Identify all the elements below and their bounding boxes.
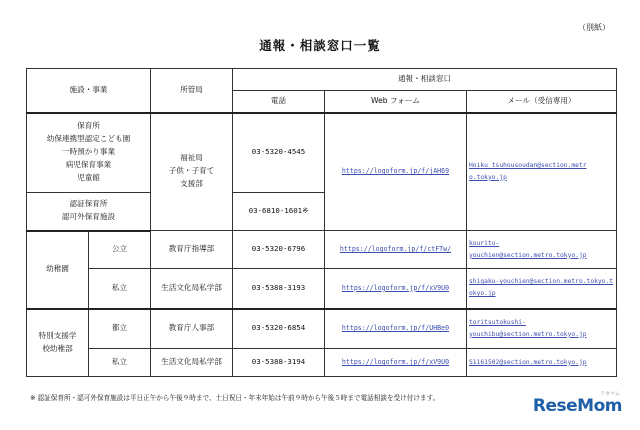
facility-name: 校幼稚部 [42,343,73,353]
page-title: 通報・相談窓口一覧 [259,38,381,53]
facility-name: 認証保育所 [69,199,108,209]
mail-link-ss-private[interactable]: S1161502@section.metro.tokyo.jp [469,358,587,366]
web-link-welfare[interactable]: https://logoform.jp/f/jAH69 [341,167,450,176]
mail-line: shigaku-youchien@section.metro.tokyo.t [469,278,614,286]
facility-name: 幼保連携型認定こども園 [46,134,131,144]
web-link-ss-private[interactable]: https://logoform.jp/f/xV9U0 [341,358,450,367]
mail-line: o.tokyo.jp [469,173,507,181]
phone-kg-private: 03-5388-3193 [233,269,325,309]
authority-ss-private: 生活文化局私学部 [151,349,233,377]
authority-kg-private: 生活文化局私学部 [151,269,233,309]
mail-cell-ss-private [467,349,617,377]
kg-private-label: 私立 [89,269,151,309]
header-phone: 電話 [233,91,325,113]
web-cell-kg-public [325,231,467,269]
mail-link-welfare[interactable] [469,160,614,184]
authority-ss-public: 教育庁人事部 [151,309,233,349]
phone-ss-public: 03-5320-6854 [233,309,325,349]
facility-certified [27,193,151,231]
facility-kindergarten: 幼稚園 [27,231,89,309]
phone-certified: 03-6810-1601※ [233,193,325,231]
contact-table [26,68,617,377]
authority-kg-public: 教育庁指導部 [151,231,233,269]
facility-name: 保育所 [77,121,100,131]
mail-link-kg-private[interactable] [469,276,614,300]
mail-line: youchibu@section.metro.tokyo.jp [469,330,587,338]
logo-subtitle: リセマム [600,391,620,397]
mail-line: okyo.jp [469,290,496,298]
facility-special-school [27,309,89,377]
header-authority: 所管局 [151,69,233,113]
web-link-kg-public[interactable]: https://logoform.jp/f/ctFTw/ [339,245,452,254]
facility-name: 病児保育事業 [65,160,112,170]
authority-line: 福祉局 [180,153,203,163]
facility-name: 特別支援学 [38,330,77,340]
mail-line: toritsutokushi- [469,318,526,326]
ss-private-label: 私立 [89,349,151,377]
mail-line: Hoiku_tsuhousoudan@section.metr [469,161,587,169]
mail-cell-kg-public [467,231,617,269]
mail-line: youchien@section.metro.tokyo.jp [469,251,587,259]
appendix-note: （別紙） [578,23,610,32]
header-web: Web フォーム [325,91,467,113]
facility-name: 児童館 [77,173,100,183]
authority-line: 支援部 [180,179,203,189]
web-cell-welfare [325,113,467,231]
mail-cell-kg-private [467,269,617,309]
phone-kg-public: 03-5320-6796 [233,231,325,269]
footnote: ※ 認証保育所・認可外保育施設は平日正午から午後９時まで、土日祝日・年末年始は午前９時から午後５時まで電話相談を受け付けます。 [30,394,440,402]
facility-daycare [27,113,151,193]
authority-line: 子供・子育て [168,166,215,176]
facility-name: 一時預かり事業 [61,147,116,157]
facility-name: 認可外保育施設 [61,212,116,222]
web-link-kg-private[interactable]: https://logoform.jp/f/xV9U0 [341,283,450,292]
resemom-logo: ReseMom [532,396,622,416]
header-contact-group: 通報・相談窓口 [233,69,617,91]
phone-welfare: 03-5320-4545 [233,113,325,193]
web-cell-ss-public [325,309,467,349]
web-link-ss-public[interactable]: https://logoform.jp/f/UHBe0 [341,324,450,333]
header-mail: メール（受信専用） [467,91,617,113]
ss-public-label: 都立 [89,309,151,349]
phone-ss-private: 03-5388-3194 [233,349,325,377]
kg-public-label: 公立 [89,231,151,269]
mail-cell-ss-public [467,309,617,349]
mail-cell-welfare [467,113,617,231]
header-facility: 施設・事業 [27,69,151,113]
mail-link-kg-public[interactable] [469,238,614,262]
authority-welfare [151,113,233,231]
mail-line: kouritu- [469,239,500,247]
mail-link-ss-public[interactable] [469,317,614,341]
web-cell-ss-private [325,349,467,377]
web-cell-kg-private [325,269,467,309]
